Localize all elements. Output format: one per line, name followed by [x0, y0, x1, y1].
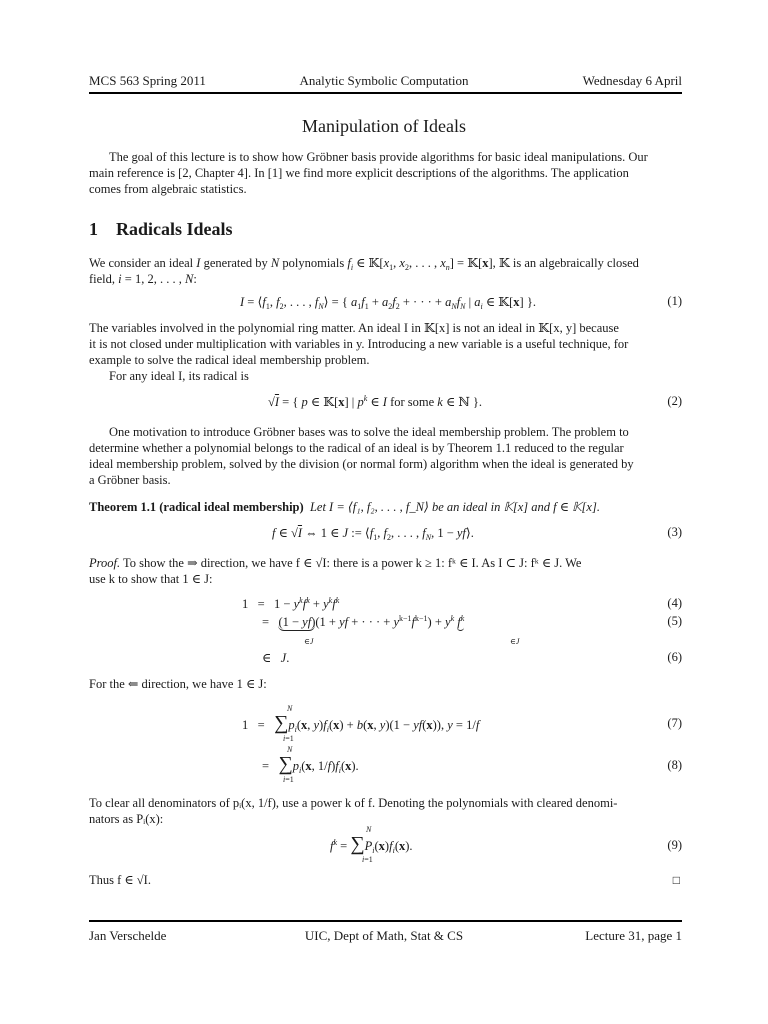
eq-number-4: (4) [667, 596, 682, 610]
reverse-direction-text: For the ⇐ direction, we have 1 ∈ J: [89, 677, 267, 691]
clear-line-2: nators as Pᵢ(x): [89, 812, 164, 826]
theorem-1-1 [89, 499, 682, 515]
p4-line-4: a Gröbner basis. [89, 473, 171, 487]
proof-line-2: use k to show that 1 ∈ J: [89, 572, 213, 586]
section-heading [89, 219, 233, 240]
intro-line-1: The goal of this lecture is to show how Gröbner basis provide algorithms for basic ideal manipulations. Our [109, 150, 648, 164]
equation-2: √I = { p ∈ 𝕂[x] | $p^k$ ∈ I for some k ∈ ℕ }. [268, 394, 483, 409]
equation-8: = $\sum p_i(x$, $1/f)f_i(x)$. [262, 753, 359, 775]
section-number: 1 [89, 219, 98, 239]
eq-number-2: (2) [667, 394, 682, 408]
p2-line-2: it is not closed under multiplication with variables in y. Introducing a new variable is a useful technique, for [89, 337, 629, 351]
underbrace-label-1: ∈J [304, 637, 314, 646]
equation-9: $f^k = \sum P_i(x)f_i(x)$. [330, 833, 413, 855]
equation-6: ∈ J. [262, 651, 290, 665]
clear-line-1: To clear all denominators of pᵢ(x, 1/f), use a power k of f. Denoting the polynomials with cleared denomi- [89, 796, 618, 810]
theorem-label: Theorem 1.1 (radical ideal membership) [89, 500, 304, 514]
equation-5: = (1 − yf)(1 + yf + · · · + $y^{k-1}f^{k-1}) + y^k$ $f^k$ [262, 614, 465, 629]
conclusion-text: Thus f ∈ √I. [89, 873, 151, 887]
sum-upper-7: N [287, 704, 293, 713]
proof-label: Proof. [89, 556, 121, 570]
p4-line-1: One motivation to introduce Gröbner bases was to solve the ideal membership problem. The problem to [109, 425, 629, 439]
header-course: MCS 563 Spring 2011 [89, 73, 206, 88]
intro-line-2: main reference is [2, Chapter 4]. In [1] we find more explicit descriptions of the algorithms. The application [89, 166, 629, 180]
eq-number-5: (5) [667, 614, 682, 628]
p4-line-2: determine whether a polynomial belongs to the radical of an ideal is by Theorem 1.1 reduced to the regular [89, 441, 624, 455]
header-title: Analytic Symbolic Computation [299, 73, 469, 88]
p3-text: For any ideal I, its radical is [109, 369, 249, 383]
p1-line-2: field, i = 1, 2, . . . , N: [89, 272, 197, 286]
theorem-text: Let I = ⟨f₁, f₂, . . . , f_N⟩ be an ideal in 𝕂[x] and f ∈ 𝕂[x]. [309, 500, 600, 514]
footer-page: Lecture 31, page 1 [585, 928, 682, 943]
sum-lower-9: i=1 [362, 855, 373, 864]
eq-number-6: (6) [667, 650, 682, 664]
page-title: Manipulation of Ideals [302, 116, 466, 136]
equation-4: $1 = 1 - y^kf^k + y^kf^k$ [242, 596, 340, 611]
footer-dept: UIC, Dept of Math, Stat & CS [304, 928, 464, 943]
equation-7: $1 = \sum p_i(x$, $y)f_i(x) + b(x$, y)(1 − yf(x)), y = 1/f [242, 712, 480, 734]
eq-number-9: (9) [667, 838, 682, 852]
equation-3: f ∈ √I ⇔ 1 ∈ J := $⟨f_1$, $f_2$, . . . , $f_N$, 1 − yf⟩. [272, 526, 474, 542]
intro-line-3: comes from algebraic statistics. [89, 182, 247, 196]
underbrace-label-2: ∈J [510, 637, 520, 646]
footer-rule [89, 920, 682, 922]
qed-square-icon: □ [672, 873, 680, 887]
header-rule [89, 92, 682, 94]
proof-line-1: Proof. To show the ⇒ direction, we have f ∈ √I: there is a power k ≥ 1: fᵏ ∈ I. As I ⊂ J: fᵏ ∈ J. We [89, 556, 582, 570]
p4-line-3: ideal membership problem, solved by the division (or normal form) algorithm when the ideal is generated by [89, 457, 634, 471]
p2-line-3: example to solve the radical ideal membership problem. [89, 353, 370, 367]
p2-line-1: The variables involved in the polynomial ring matter. An ideal I in 𝕂[x] is not an ideal in 𝕂[x, y] because [89, 321, 619, 335]
eq-number-3: (3) [667, 525, 682, 539]
eq-number-7: (7) [667, 716, 682, 730]
sum-upper-9: N [366, 825, 372, 834]
p1-line-1: We consider an ideal I generated by N polynomials $f_i$ ∈ $𝕂[x_1$, $x_2$, . . . , $x_n$] = 𝕂[x], 𝕂 is an algebraically closed [89, 256, 639, 272]
section-title: Radicals Ideals [116, 219, 233, 239]
equation-1: $I = ⟨f_1$, $f_2$, . . . , $f_N⟩$ = { $a_1f_1 + a_2f_2$ + · · · + $a_Nf_N$ | $a_i$ ∈ 𝕂[x] }. [240, 295, 536, 311]
sum-lower-8: i=1 [283, 775, 294, 784]
sum-upper-8: N [287, 745, 293, 754]
eq-number-1: (1) [667, 294, 682, 308]
sum-lower-7: i=1 [283, 734, 294, 743]
eq-number-8: (8) [667, 758, 682, 772]
footer-author: Jan Verschelde [89, 928, 167, 943]
header-date: Wednesday 6 April [582, 73, 682, 88]
